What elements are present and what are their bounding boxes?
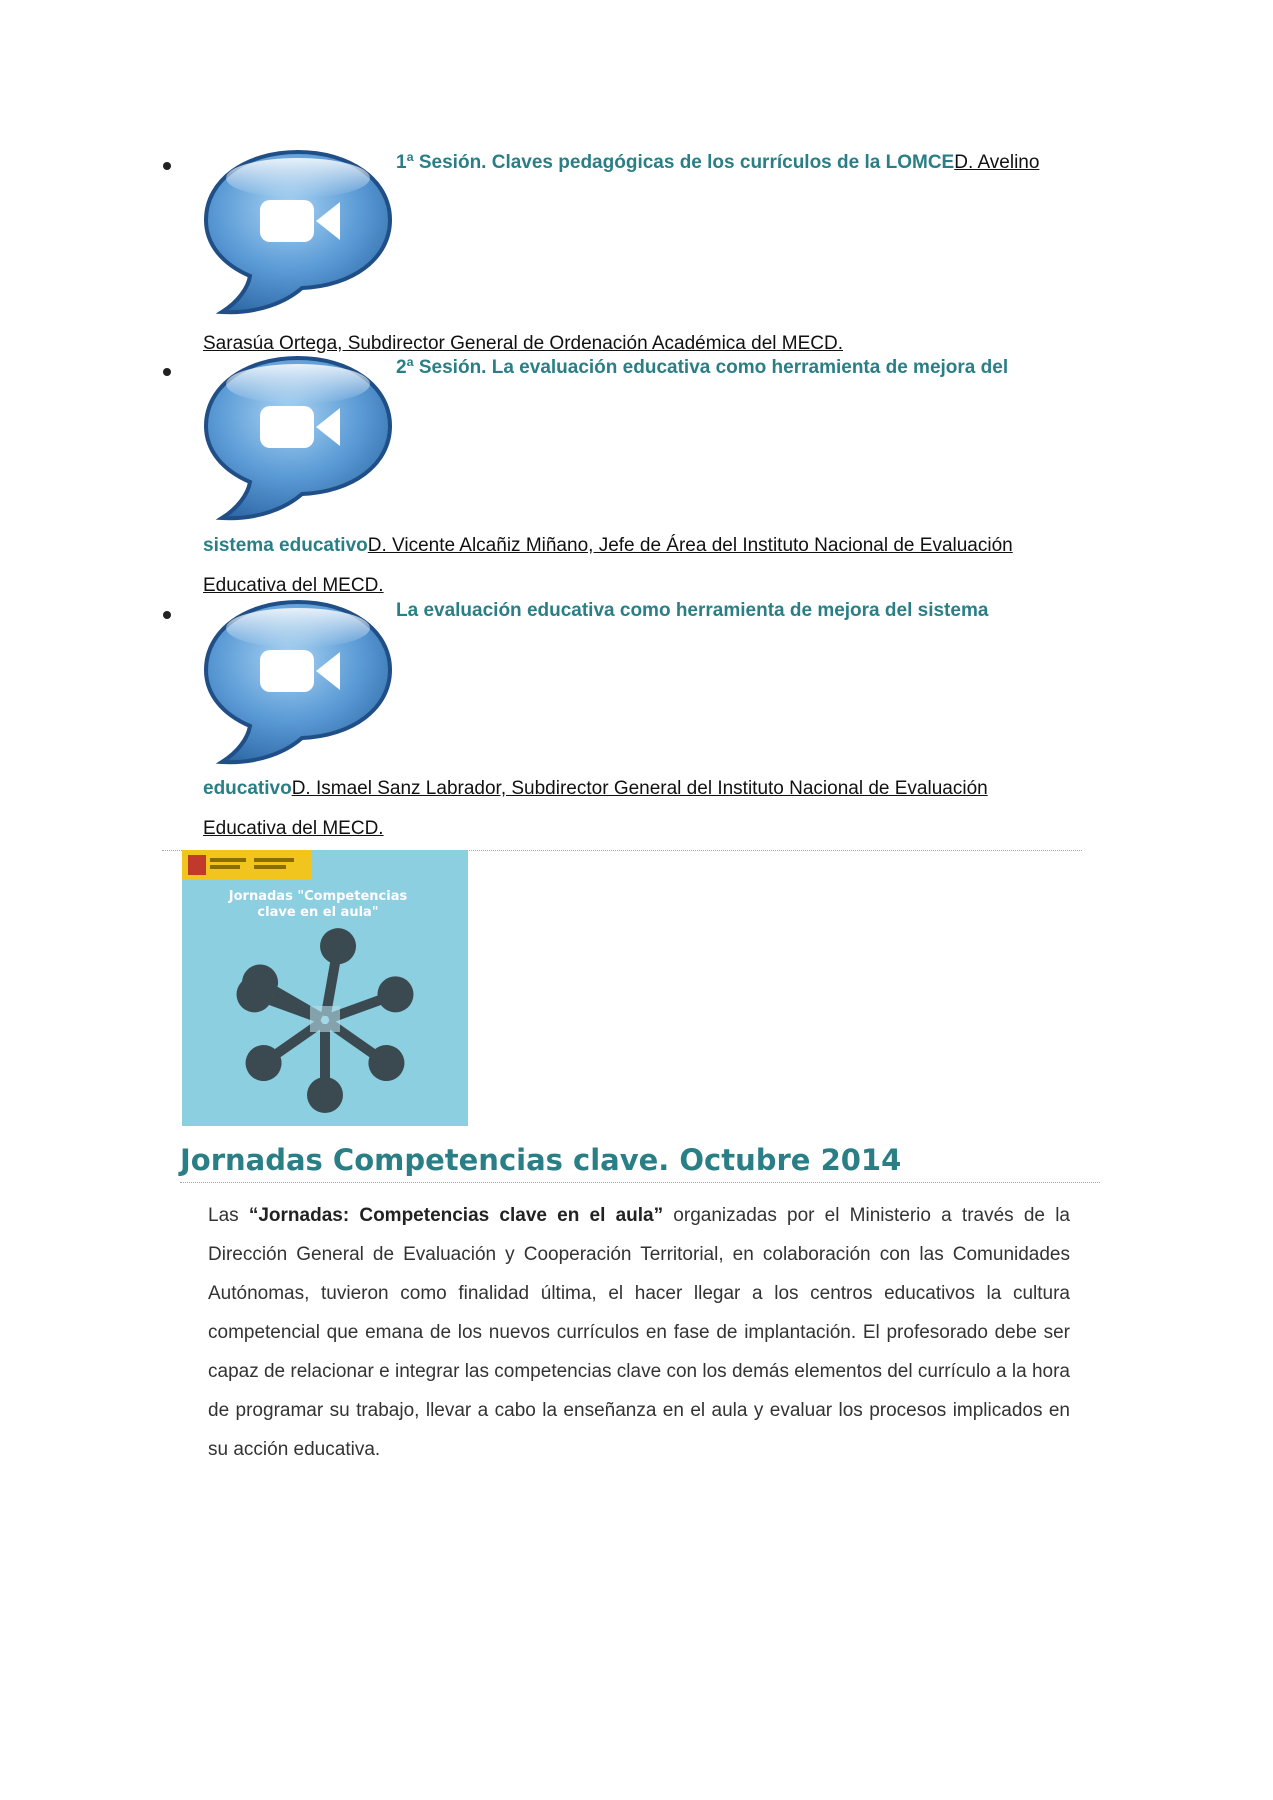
ministry-logo-icon — [188, 855, 206, 875]
session-1-speaker-continuation[interactable]: Sarasúa Ortega, Subdirector General de Ordenación Académica del MECD. — [203, 333, 843, 354]
session-3-speaker-continuation[interactable]: Educativa del MECD. — [203, 818, 384, 839]
session-2-title-continuation[interactable]: sistema educativoD. Vicente Alcañiz Miñano, Jefe de Área del Instituto Nacional de Evaluación — [203, 535, 1013, 556]
session-2-title[interactable]: 2ª Sesión. La evaluación educativa como herramienta de mejora del — [396, 357, 1009, 378]
poster-title-line1: Jornadas "Competencias — [228, 889, 408, 904]
jornadas-name: “Jornadas: Competencias clave en el aula” — [248, 1205, 664, 1226]
session-3-title[interactable]: La evaluación educativa como herramienta de mejora del sistema — [396, 600, 989, 621]
list-bullet — [163, 162, 171, 170]
video-camera-icon[interactable] — [198, 352, 398, 524]
video-camera-icon[interactable] — [198, 146, 398, 318]
poster-title-line2: clave en el aula" — [257, 905, 379, 920]
section-paragraph: Las “Jornadas: Competencias clave en el aula” organizadas por el Ministerio a través de la Dirección General de Evaluación y Cooperación Territorial, en colaboración con las Comunidades Autónomas, tuvieron como finalidad última, el hacer llegar a los centros educativos la cultura competencial que emana de los nuevos currículos en fase de implantación. El profesorado debe ser capaz de relacionar e integrar las competencias clave con los demás elementos del currículo a la hora de programar su trabajo, llevar a cabo la enseñanza en el aula y evaluar los procesos implicados en su acción educativa. — [208, 1205, 1070, 1460]
session-1-speaker-link[interactable]: D. Avelino — [954, 152, 1040, 173]
section-heading: Jornadas Competencias clave. Octubre 2014 — [180, 1143, 902, 1177]
session-3-title-continuation[interactable]: educativoD. Ismael Sanz Labrador, Subdirector General del Instituto Nacional de Evaluación — [203, 778, 988, 799]
video-camera-icon[interactable] — [198, 596, 398, 768]
session-1-title[interactable]: 1ª Sesión. Claves pedagógicas de los currículos de la LOMCED. Avelino — [396, 152, 1040, 173]
session-2-speaker-continuation[interactable]: Educativa del MECD. — [203, 575, 384, 596]
session-3-speaker-link[interactable]: D. Ismael Sanz Labrador, Subdirector General del Instituto Nacional de Evaluación — [291, 778, 988, 799]
list-bullet — [163, 368, 171, 376]
heading-underline — [180, 1182, 1100, 1183]
session-2-speaker-link[interactable]: D. Vicente Alcañiz Miñano, Jefe de Área del Instituto Nacional de Evaluación — [367, 535, 1013, 556]
jornadas-poster-image — [182, 850, 468, 1126]
list-bullet — [163, 611, 171, 619]
